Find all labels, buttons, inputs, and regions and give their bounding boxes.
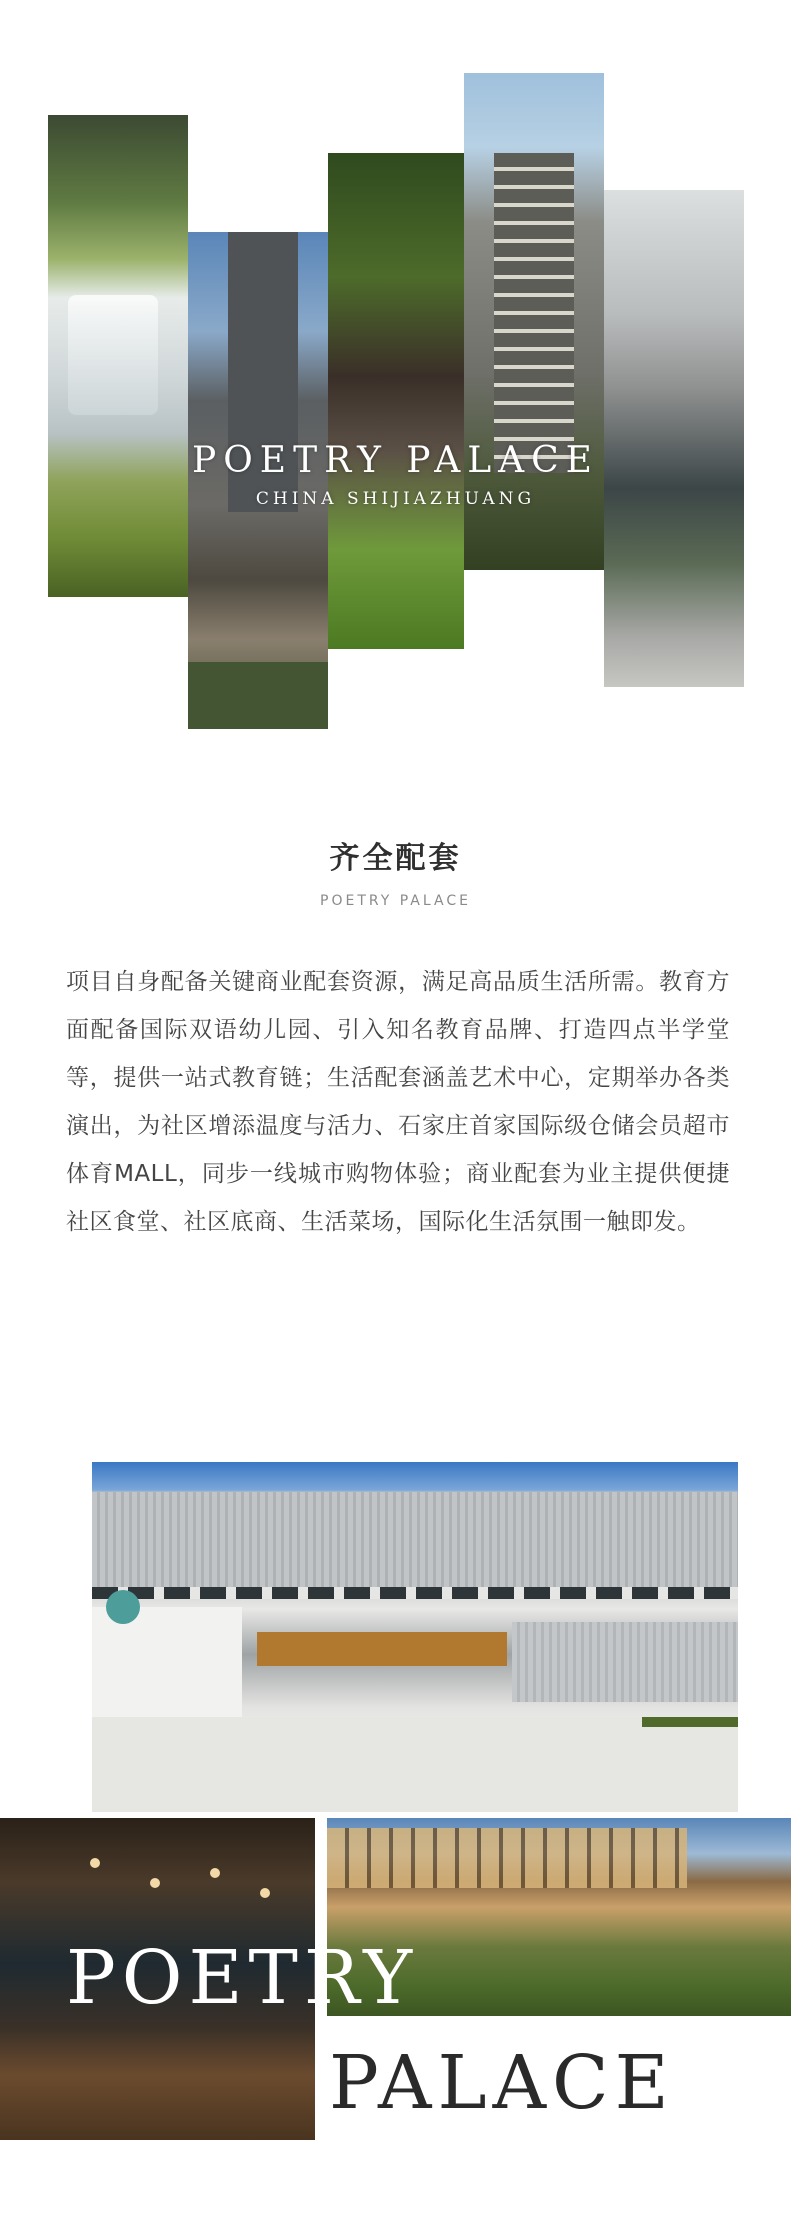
banner-title: POETRY PALACE bbox=[192, 440, 599, 481]
collage-photo-greenery bbox=[328, 153, 464, 649]
banner-subtitle: CHINA SHIJIAZHUANG bbox=[255, 489, 536, 509]
section-paragraph: 项目自身配备关键商业配套资源，满足高品质生活所需。教育方面配备国际双语幼儿园、引入知名教育品牌、打造四点半学堂等，提供一站式教育链；生活配套涵盖艺术中心，定期举办各类演出，为社区增添温度与活力、石家庄首家国际级仓储会员超市体育MALL，同步一线城市购物体验；商业配套为业主提供便捷社区食堂、社区底商、生活菜场，国际化生活氛围一触即发。 bbox=[66, 969, 730, 1235]
collage-photo-sculpture bbox=[604, 190, 744, 687]
footer-word-top: POETRY bbox=[66, 1935, 419, 2021]
collage-photo-garden bbox=[48, 115, 188, 597]
footer-word-bottom: PALACE bbox=[329, 2040, 675, 2126]
photo-sports-mall-building bbox=[92, 1462, 738, 1812]
section-subheading: POETRY PALACE bbox=[320, 893, 471, 909]
section-heading: 齐全配套 bbox=[329, 841, 462, 876]
logo-circle-icon bbox=[106, 1590, 140, 1624]
